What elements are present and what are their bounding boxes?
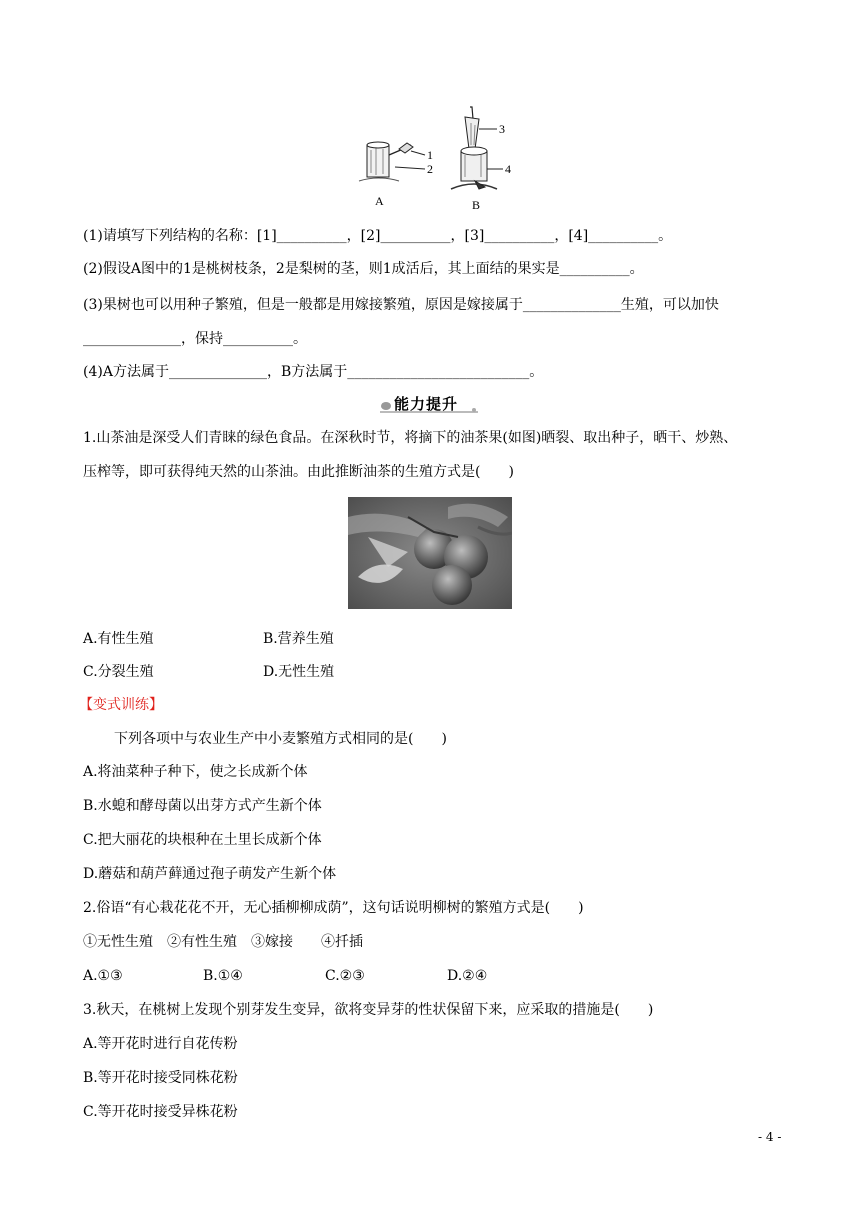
figure-b-stock bbox=[451, 107, 503, 189]
q1-option-d: D.无性生殖 bbox=[263, 664, 335, 680]
question-part-3-cont: ______________，保持__________。 bbox=[83, 331, 307, 347]
variant-training-label: 【变式训练】 bbox=[79, 697, 163, 713]
q2-option-b: B.①④ bbox=[203, 968, 243, 984]
variant-option-b: B.水螅和酵母菌以出芽方式产生新个体 bbox=[83, 798, 322, 814]
section-title-banner bbox=[378, 393, 482, 415]
variant-option-d: D.蘑菇和葫芦藓通过孢子萌发产生新个体 bbox=[83, 866, 337, 882]
section-title: 能力提升 bbox=[394, 395, 459, 413]
figure-label-4: 4 bbox=[505, 162, 511, 176]
q3-option-b: B.等开花时接受同株花粉 bbox=[83, 1070, 238, 1086]
q2-option-d: D.②④ bbox=[447, 968, 488, 984]
q2-items: ①无性生殖 ②有性生殖 ③嫁接 ④扦插 bbox=[83, 934, 363, 950]
q1-option-c: C.分裂生殖 bbox=[83, 664, 154, 680]
question-part-3: (3)果树也可以用种子繁殖，但是一般都是用嫁接繁殖，原因是嫁接属于______________生殖，可以加快 bbox=[83, 297, 719, 313]
q3-option-a: A.等开花时进行自花传粉 bbox=[83, 1036, 238, 1052]
q2-option-c: C.②③ bbox=[325, 968, 365, 984]
figure-label-2: 2 bbox=[427, 162, 433, 176]
camellia-fruit-photo bbox=[348, 497, 512, 609]
grafting-figure bbox=[355, 105, 525, 210]
question-part-4: (4)A方法属于______________，B方法属于__________________________。 bbox=[83, 364, 544, 380]
q1-text-line1: 1.山茶油是深受人们青睐的绿色食品。在深秋时节，将摘下的油茶果(如图)晒裂、取出种子，晒干、炒熟、 bbox=[83, 430, 738, 446]
q1-option-b: B.营养生殖 bbox=[263, 631, 334, 647]
figure-label-3: 3 bbox=[499, 122, 505, 136]
q2-text: 2.俗语“有心栽花花不开，无心插柳柳成荫”，这句话说明柳树的繁殖方式是( ) bbox=[83, 900, 584, 916]
q1-option-a: A.有性生殖 bbox=[83, 631, 154, 647]
q2-option-a: A.①③ bbox=[83, 968, 123, 984]
question-part-1: (1)请填写下列结构的名称：[1]__________，[2]__________，[3]__________，[4]__________。 bbox=[83, 228, 673, 244]
question-part-2: (2)假设A图中的1是桃树枝条，2是梨树的茎，则1成活后，其上面结的果实是__________。 bbox=[83, 261, 644, 277]
variant-stem: 下列各项中与农业生产中小麦繁殖方式相同的是( ) bbox=[114, 731, 447, 747]
variant-option-a: A.将油菜种子种下，使之长成新个体 bbox=[83, 764, 308, 780]
figure-caption-a: A bbox=[375, 194, 384, 208]
figure-caption-b: B bbox=[472, 198, 481, 210]
figure-label-1: 1 bbox=[427, 148, 433, 162]
figure-a-stock bbox=[359, 142, 425, 181]
variant-option-c: C.把大丽花的块根种在土里长成新个体 bbox=[83, 832, 322, 848]
q1-text-line2: 压榨等，即可获得纯天然的山茶油。由此推断油茶的生殖方式是( ) bbox=[83, 464, 514, 480]
q3-text: 3.秋天，在桃树上发现个别芽发生变异，欲将变异芽的性状保留下来，应采取的措施是( ) bbox=[83, 1002, 654, 1018]
page-number: - 4 - bbox=[758, 1130, 782, 1144]
q3-option-c: C.等开花时接受异株花粉 bbox=[83, 1104, 238, 1120]
